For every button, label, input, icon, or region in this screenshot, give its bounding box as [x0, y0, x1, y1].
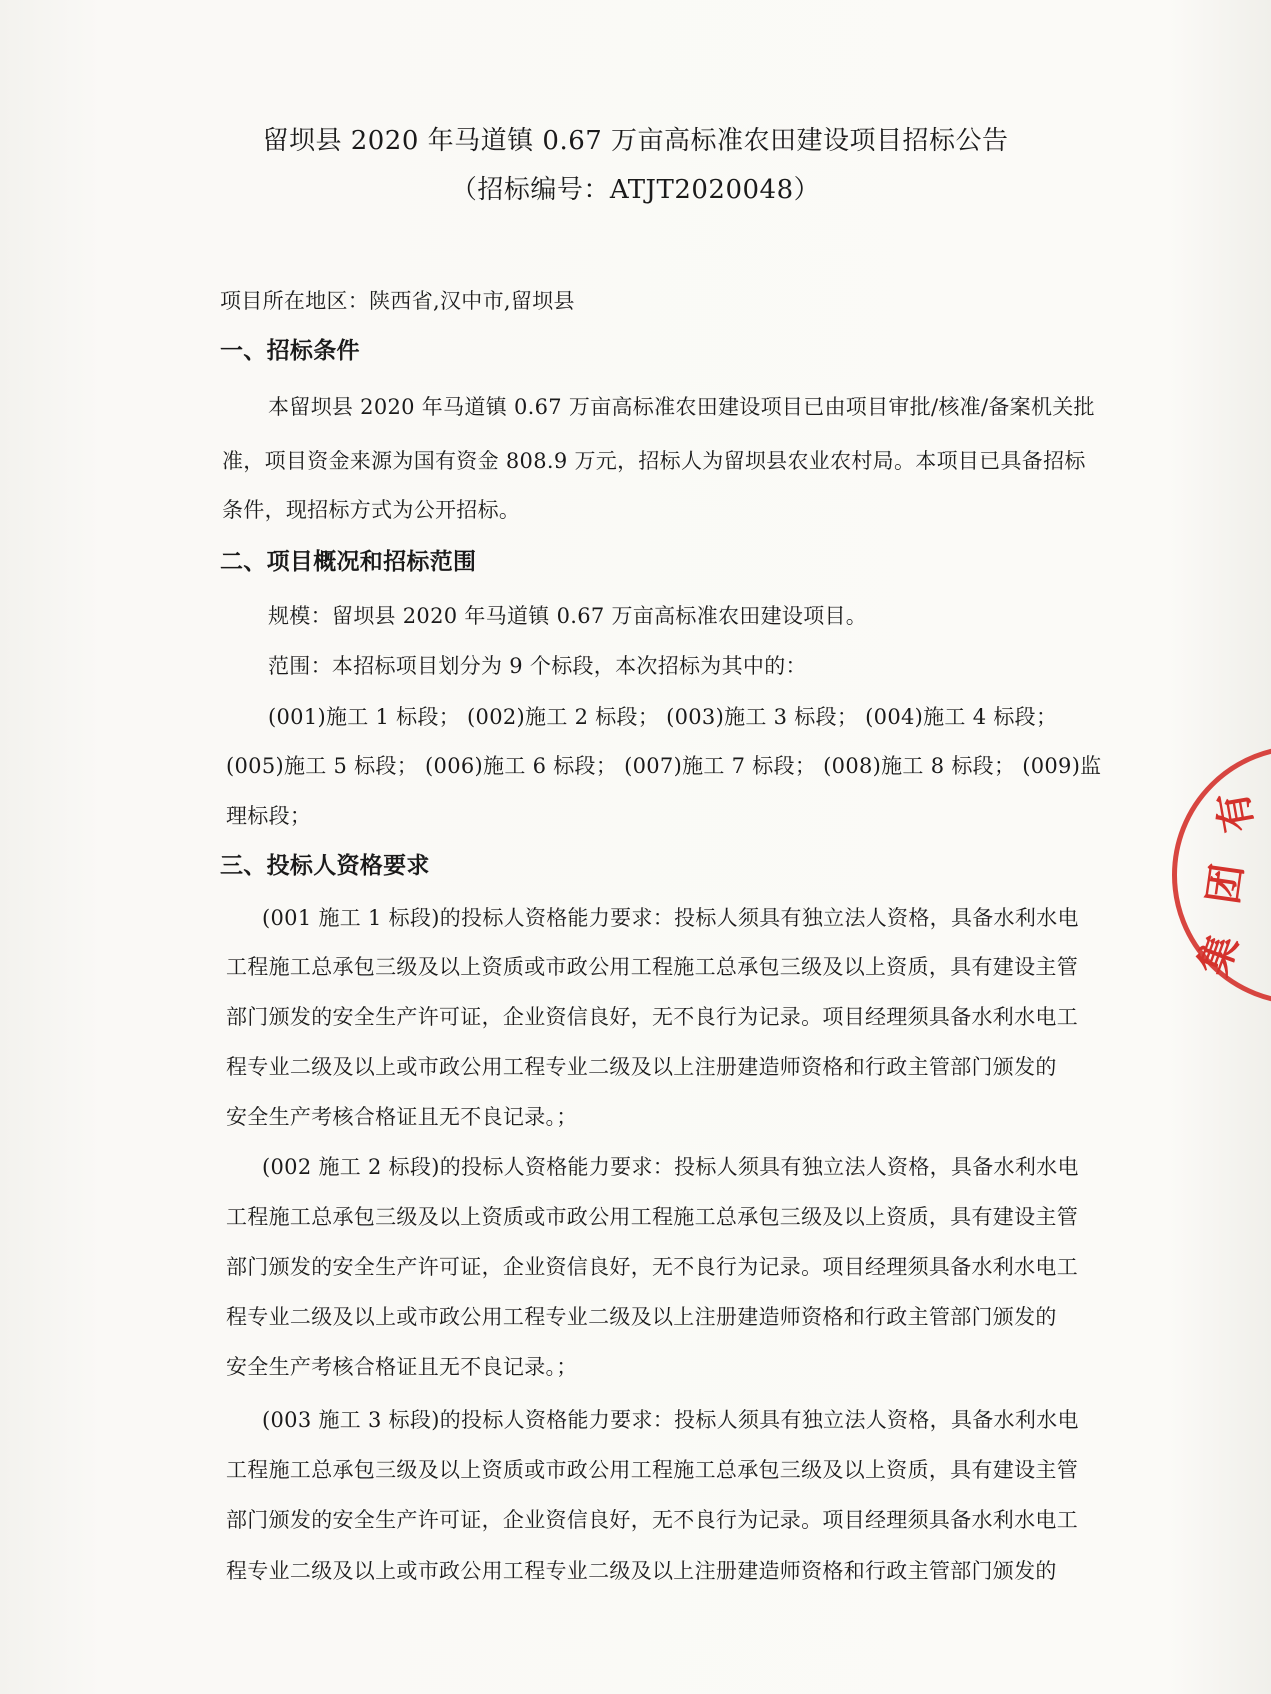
- stamp-char: 集: [1190, 928, 1248, 982]
- tender-number: （招标编号：ATJT2020048）: [450, 175, 821, 205]
- lots-line: (005)施工 5 标段； (006)施工 6 标段； (007)施工 7 标段； (008)施工 8 标段； (009)监: [226, 754, 1102, 778]
- document-title: 留坝县 2020 年马道镇 0.67 万亩高标准农田建设项目招标公告: [262, 126, 1009, 156]
- lot2-requirement-line: 安全生产考核合格证且无不良记录。；: [226, 1355, 578, 1379]
- lot1-requirement-line: 程专业二级及以上或市政公用工程专业二级及以上注册建造师资格和行政主管部门颁发的: [226, 1055, 1057, 1079]
- lots-line: 理标段；: [226, 804, 312, 828]
- section-heading-overview: 二、项目概况和招标范围: [220, 549, 477, 575]
- paragraph-line: 本留坝县 2020 年马道镇 0.67 万亩高标准农田建设项目已由项目审批/核准/备案机关批: [268, 395, 1095, 419]
- lot3-requirement-line: 工程施工总承包三级及以上资质或市政公用工程施工总承包三级及以上资质，具有建设主管: [226, 1458, 1078, 1482]
- lot1-requirement-line: 安全生产考核合格证且无不良记录。；: [226, 1105, 578, 1129]
- project-scale: 规模：留坝县 2020 年马道镇 0.67 万亩高标准农田建设项目。: [268, 604, 868, 628]
- paragraph-line: 准，项目资金来源为国有资金 808.9 万元，招标人为留坝县农业农村局。本项目已具备招标: [222, 449, 1086, 473]
- lot2-requirement-line: 程专业二级及以上或市政公用工程专业二级及以上注册建造师资格和行政主管部门颁发的: [226, 1305, 1057, 1329]
- paragraph-line: 条件，现招标方式为公开招标。: [222, 498, 521, 522]
- section-heading-conditions: 一、招标条件: [220, 338, 360, 364]
- lot1-requirement-line: 部门颁发的安全生产许可证，企业资信良好，无不良行为记录。项目经理须具备水利水电工: [226, 1005, 1078, 1029]
- project-region: 项目所在地区：陕西省,汉中市,留坝县: [220, 289, 575, 313]
- lot3-requirement-line: 部门颁发的安全生产许可证，企业资信良好，无不良行为记录。项目经理须具备水利水电工: [226, 1508, 1078, 1532]
- section-heading-qualifications: 三、投标人资格要求: [220, 853, 430, 879]
- project-scope: 范围：本招标项目划分为 9 个标段，本次招标为其中的：: [268, 654, 807, 678]
- lot2-requirement-line: 工程施工总承包三级及以上资质或市政公用工程施工总承包三级及以上资质，具有建设主管: [226, 1205, 1078, 1229]
- lot2-requirement-line: 部门颁发的安全生产许可证，企业资信良好，无不良行为记录。项目经理须具备水利水电工: [226, 1255, 1078, 1279]
- lot3-requirement-line: (003 施工 3 标段)的投标人资格能力要求：投标人须具有独立法人资格，具备水利水电: [262, 1408, 1079, 1432]
- stamp-char: 有: [1209, 788, 1263, 836]
- lot3-requirement-line: 程专业二级及以上或市政公用工程专业二级及以上注册建造师资格和行政主管部门颁发的: [226, 1559, 1057, 1583]
- lots-line: (001)施工 1 标段； (002)施工 2 标段； (003)施工 3 标段； (004)施工 4 标段；: [268, 705, 1058, 729]
- lot2-requirement-line: (002 施工 2 标段)的投标人资格能力要求：投标人须具有独立法人资格，具备水利水电: [262, 1155, 1079, 1179]
- lot1-requirement-line: 工程施工总承包三级及以上资质或市政公用工程施工总承包三级及以上资质，具有建设主管: [226, 955, 1078, 979]
- lot1-requirement-line: (001 施工 1 标段)的投标人资格能力要求：投标人须具有独立法人资格，具备水利水电: [262, 906, 1079, 930]
- stamp-char: 团: [1200, 860, 1252, 908]
